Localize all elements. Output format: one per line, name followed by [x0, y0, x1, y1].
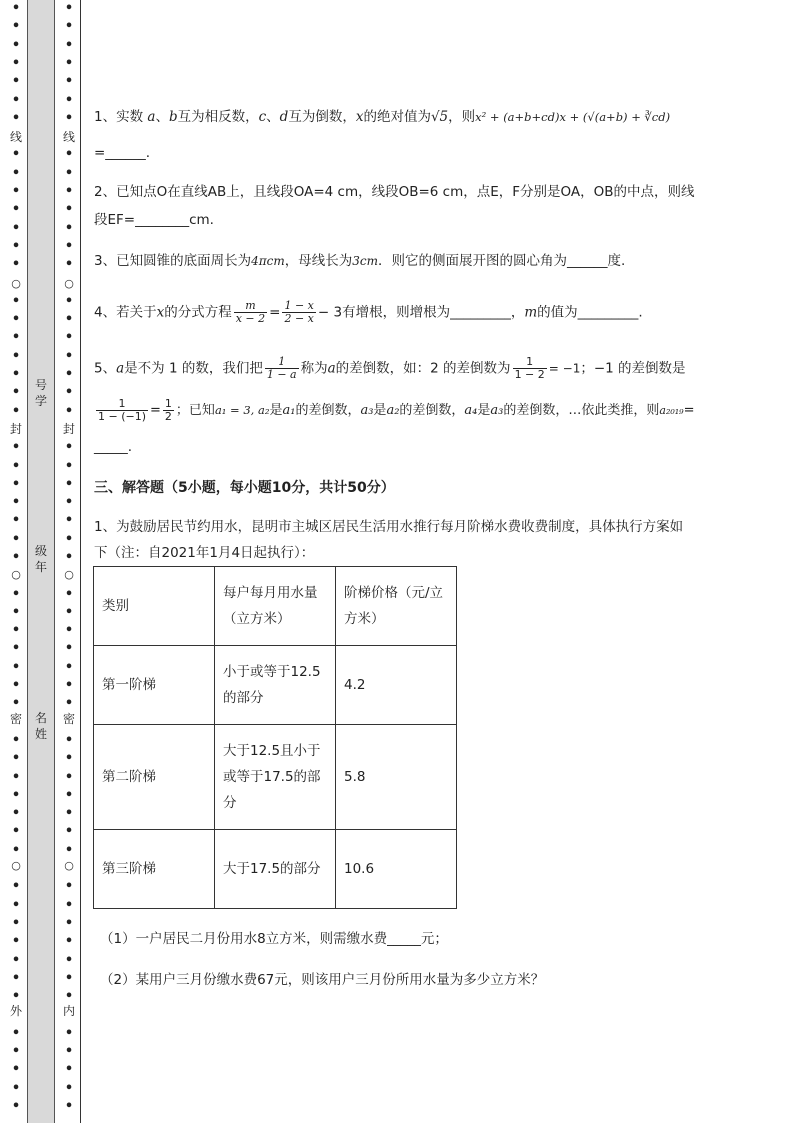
dot-mark: •	[11, 1044, 21, 1059]
dot-mark: •	[11, 147, 21, 162]
table-header-row	[94, 567, 457, 646]
dot-mark: •	[11, 166, 21, 181]
dot-mark: •	[11, 404, 21, 419]
dot-mark: •	[64, 532, 74, 547]
table-cell: 4.2	[336, 646, 457, 725]
dot-mark: •	[11, 330, 21, 345]
dot-mark: •	[64, 166, 74, 181]
dot-mark: •	[64, 678, 74, 693]
name-field-label	[33, 710, 49, 742]
field-label-text: 级年	[34, 544, 47, 574]
question-5-line-2	[94, 398, 695, 423]
numerator: 1 − x	[284, 299, 314, 312]
sequence-term: a₁	[282, 403, 296, 418]
dot-mark: •	[11, 788, 21, 803]
dot-mark: •	[11, 495, 21, 510]
var-c: c	[258, 109, 267, 125]
dot-mark: •	[64, 477, 74, 492]
dot-mark: •	[64, 934, 74, 949]
dot-mark: •	[11, 660, 21, 675]
dot-mark: •	[11, 257, 21, 272]
question-text: 的绝对值为	[363, 109, 431, 125]
denominator: x − 2	[235, 312, 266, 325]
question-3	[94, 251, 625, 271]
question-text: 称为	[300, 360, 328, 377]
denominator: 2	[164, 410, 172, 423]
question-text: ，则	[448, 109, 476, 125]
dot-mark: •	[64, 788, 74, 803]
var-x: x	[156, 304, 165, 321]
table-row	[94, 830, 457, 909]
dot-mark: •	[64, 898, 74, 913]
question-5-answer-line: _____.	[94, 439, 133, 455]
seal-mark-text: 外	[9, 1004, 22, 1018]
question-text: ．则它的侧面展开图的圆心角为______度.	[377, 253, 626, 269]
denominator: 1 − a	[266, 368, 297, 381]
dot-mark: •	[11, 641, 21, 656]
fraction	[513, 356, 547, 381]
question-text: 的差倒数，	[399, 403, 465, 418]
dot-mark: •	[11, 38, 21, 53]
fraction	[163, 398, 174, 423]
denominator: 1 − 2	[514, 368, 545, 381]
var-d: d	[279, 109, 289, 125]
table-cell: 5.8	[336, 725, 457, 830]
table-cell: 小于或等于12.5的部分	[215, 646, 336, 725]
dot-mark: •	[64, 989, 74, 1004]
dot-mark: •	[64, 916, 74, 931]
question-text: ，母线长为	[284, 253, 353, 269]
dot-mark: •	[64, 806, 74, 821]
dot-mark: •	[64, 605, 74, 620]
binding-margin-rule	[80, 0, 81, 1123]
dot-mark: •	[64, 404, 74, 419]
table-cell: 大于12.5且小于或等于17.5的部分	[215, 725, 336, 830]
numerator: 1	[96, 398, 148, 411]
var-a: a	[327, 360, 336, 377]
dot-mark: •	[64, 294, 74, 309]
dot-mark: •	[64, 330, 74, 345]
circle-mark: ○	[64, 859, 74, 872]
var-m: m	[524, 304, 538, 321]
dot-mark: •	[11, 696, 21, 711]
sequence-term: a₃	[360, 403, 374, 418]
dot-mark: •	[64, 257, 74, 272]
dot-mark: •	[11, 440, 21, 455]
dot-mark: •	[64, 440, 74, 455]
dot-mark: •	[64, 751, 74, 766]
table-header-cell: 类别	[94, 567, 215, 646]
dot-mark: •	[64, 623, 74, 638]
separator: 、	[155, 109, 169, 125]
dot-mark: •	[11, 385, 21, 400]
dot-mark: •	[64, 513, 74, 528]
dot-mark: •	[11, 19, 21, 34]
question-1-answer-line: =______.	[94, 145, 151, 161]
dot-mark: •	[64, 239, 74, 254]
question-text: 的差倒数，	[295, 403, 361, 418]
circle-mark: ○	[64, 568, 74, 581]
dot-mark: •	[64, 587, 74, 602]
question-text: =	[683, 403, 695, 418]
dot-mark: •	[11, 477, 21, 492]
dot-mark: •	[64, 843, 74, 858]
outer-dotted-cut-line	[8, 0, 24, 1123]
circle-mark: ○	[64, 277, 74, 290]
dot-mark: •	[11, 513, 21, 528]
seal-mark-text: 密	[9, 712, 22, 726]
question-2-line-2: 段EF=________cm.	[94, 212, 214, 228]
var-a: a	[147, 109, 156, 125]
numerator: 1	[265, 356, 299, 369]
question-text: 互为倒数，	[288, 109, 356, 125]
seal-mark-text: 线	[9, 130, 22, 144]
problem-1-line-1: 1、为鼓励居民节约用水，昆明市主城区居民生活用水推行每月阶梯水费收费制度，具体执行方案如	[94, 519, 684, 535]
question-text: 的差倒数，如：2 的差倒数为	[335, 360, 511, 377]
dot-mark: •	[11, 111, 21, 126]
inner-dotted-cut-line	[61, 0, 77, 1123]
seal-mark-text: 内	[62, 1004, 75, 1018]
question-4	[94, 300, 643, 325]
dot-mark: •	[64, 660, 74, 675]
dot-mark: •	[64, 385, 74, 400]
seal-mark-text: 线	[62, 130, 75, 144]
var-b: b	[168, 109, 178, 125]
water-fee-table	[93, 566, 457, 909]
seal-mark-text: 封	[62, 422, 75, 436]
dot-mark: •	[64, 147, 74, 162]
table-header-cell: 阶梯价格（元/立方米）	[336, 567, 457, 646]
seal-mark-text: 封	[9, 422, 22, 436]
dot-mark: •	[11, 93, 21, 108]
dot-mark: •	[11, 312, 21, 327]
dot-mark: •	[11, 916, 21, 931]
question-text: 的值为_________.	[537, 304, 643, 321]
dot-mark: •	[11, 459, 21, 474]
dot-mark: •	[64, 459, 74, 474]
dot-mark: •	[11, 879, 21, 894]
question-text: 互为相反数，	[177, 109, 259, 125]
dot-mark: •	[11, 1099, 21, 1114]
dot-mark: •	[11, 1, 21, 16]
dot-mark: •	[64, 550, 74, 565]
dot-mark: •	[11, 770, 21, 785]
table-cell: 第一阶梯	[94, 646, 215, 725]
dot-mark: •	[11, 989, 21, 1004]
equals: =	[269, 304, 281, 321]
dot-mark: •	[11, 1081, 21, 1096]
question-2-line-1: 2、已知点O在直线AB上，且线段OA=4 cm，线段OB=6 cm，点E，F分别是OA，OB的中点，则线	[94, 184, 695, 200]
dot-mark: •	[64, 1044, 74, 1059]
dot-mark: •	[64, 696, 74, 711]
dot-mark: •	[64, 56, 74, 71]
dot-mark: •	[11, 239, 21, 254]
question-1	[94, 107, 670, 127]
dot-mark: •	[64, 879, 74, 894]
dot-mark: •	[64, 184, 74, 199]
dot-mark: •	[64, 1, 74, 16]
table-row	[94, 725, 457, 830]
seal-mark-text: 密	[62, 712, 75, 726]
sequence-term: a₃	[490, 403, 504, 418]
dot-mark: •	[64, 38, 74, 53]
dot-mark: •	[64, 641, 74, 656]
var-a: a	[116, 360, 125, 377]
question-text: 4、若关于	[94, 304, 157, 321]
question-5-line-1	[94, 356, 686, 381]
dot-mark: •	[11, 532, 21, 547]
circle-mark: ○	[11, 277, 21, 290]
dot-mark: •	[11, 824, 21, 839]
math-expression: x² + (a+b+cd)x + (√(a+b) + ∛cd)	[475, 110, 671, 124]
question-text: 的差倒数，…依此类推，则	[503, 403, 660, 418]
dot-mark: •	[64, 1081, 74, 1096]
question-text: 有增根，则增根为_________，	[342, 304, 525, 321]
dot-mark: •	[11, 1026, 21, 1041]
dot-mark: •	[11, 349, 21, 364]
dot-mark: •	[11, 678, 21, 693]
student-number-field-label	[33, 377, 49, 409]
question-text: 是	[269, 403, 283, 418]
circle-mark: ○	[11, 568, 21, 581]
dot-mark: •	[11, 1062, 21, 1077]
question-text: 是	[477, 403, 491, 418]
dot-mark: •	[11, 733, 21, 748]
rhs-tail: − 3	[317, 304, 343, 321]
dot-mark: •	[64, 312, 74, 327]
sequence-term: a₁ = 3, a₂	[214, 403, 270, 417]
dot-mark: •	[64, 1099, 74, 1114]
dot-mark: •	[11, 898, 21, 913]
sub-question-1: （1）一户居民二月份用水8立方米，则需缴水费_____元；	[100, 931, 448, 947]
question-number: 1、	[94, 109, 117, 125]
dot-mark: •	[64, 367, 74, 382]
sub-question-2: （2）某用户三月份缴水费67元，则该用户三月份所用水量为多少立方米？	[100, 972, 545, 988]
sequence-term: a₂₀₁₉	[659, 404, 684, 417]
dot-mark: •	[11, 221, 21, 236]
problem-1-line-2: 下（注：自2021年1月4日起执行）：	[94, 545, 315, 561]
var-x: x	[355, 109, 364, 125]
dot-mark: •	[11, 971, 21, 986]
question-text: 是	[373, 403, 387, 418]
dot-mark: •	[64, 495, 74, 510]
table-cell: 10.6	[336, 830, 457, 909]
circle-mark: ○	[11, 859, 21, 872]
fraction	[265, 356, 299, 381]
dot-mark: •	[11, 843, 21, 858]
fraction	[96, 398, 148, 423]
sequence-term: a₂	[386, 403, 400, 418]
question-text: 实数	[116, 109, 144, 125]
dot-mark: •	[11, 587, 21, 602]
dot-mark: •	[11, 367, 21, 382]
dot-mark: •	[64, 824, 74, 839]
numerator: m	[234, 300, 267, 313]
dot-mark: •	[11, 751, 21, 766]
dot-mark: •	[64, 971, 74, 986]
dot-mark: •	[64, 202, 74, 217]
fraction	[282, 300, 315, 325]
dot-mark: •	[64, 953, 74, 968]
separator: 、	[266, 109, 280, 125]
dot-mark: •	[11, 74, 21, 89]
table-header-cell: 每户每月用水量（立方米）	[215, 567, 336, 646]
dot-mark: •	[64, 349, 74, 364]
dot-mark: •	[11, 953, 21, 968]
question-text: 5、	[94, 360, 117, 377]
question-text: 是不为 1 的数，我们把	[124, 360, 263, 377]
sqrt-five: √5	[430, 109, 449, 125]
table-cell: 第三阶梯	[94, 830, 215, 909]
fraction	[234, 300, 267, 325]
denominator: 2 − x	[284, 312, 314, 325]
slant-height: 3cm	[352, 254, 378, 268]
table-row	[94, 646, 457, 725]
table-cell: 第二阶梯	[94, 725, 215, 830]
dot-mark: •	[11, 806, 21, 821]
dot-mark: •	[11, 550, 21, 565]
example-result: = −1	[548, 361, 581, 376]
field-label-text: 号学	[34, 378, 47, 408]
section-heading: 三、解答题（5小题，每小题10分，共计50分）	[94, 480, 395, 496]
dot-mark: •	[11, 294, 21, 309]
equals: =	[150, 403, 161, 418]
dot-mark: •	[11, 934, 21, 949]
dot-mark: •	[64, 74, 74, 89]
dot-mark: •	[64, 1026, 74, 1041]
field-label-text: 名姓	[34, 711, 47, 741]
dot-mark: •	[11, 184, 21, 199]
grade-field-label	[33, 543, 49, 575]
dot-mark: •	[64, 770, 74, 785]
dot-mark: •	[64, 1062, 74, 1077]
dot-mark: •	[64, 111, 74, 126]
sequence-term: a₄	[464, 403, 478, 418]
dot-mark: •	[11, 56, 21, 71]
circumference: 4πcm	[251, 254, 285, 268]
question-text: ；−1 的差倒数是	[580, 360, 686, 377]
dot-mark: •	[64, 733, 74, 748]
dot-mark: •	[64, 221, 74, 236]
question-text: 3、已知圆锥的底面周长为	[94, 253, 252, 269]
dot-mark: •	[64, 93, 74, 108]
dot-mark: •	[64, 19, 74, 34]
table-cell: 大于17.5的部分	[215, 830, 336, 909]
dot-mark: •	[11, 623, 21, 638]
dot-mark: •	[11, 202, 21, 217]
question-text: ；已知	[175, 403, 215, 418]
denominator: 1 − (−1)	[98, 410, 147, 423]
numerator: 1	[164, 397, 172, 410]
dot-mark: •	[11, 605, 21, 620]
question-text: 的分式方程	[164, 304, 232, 321]
numerator: 1	[513, 356, 547, 369]
